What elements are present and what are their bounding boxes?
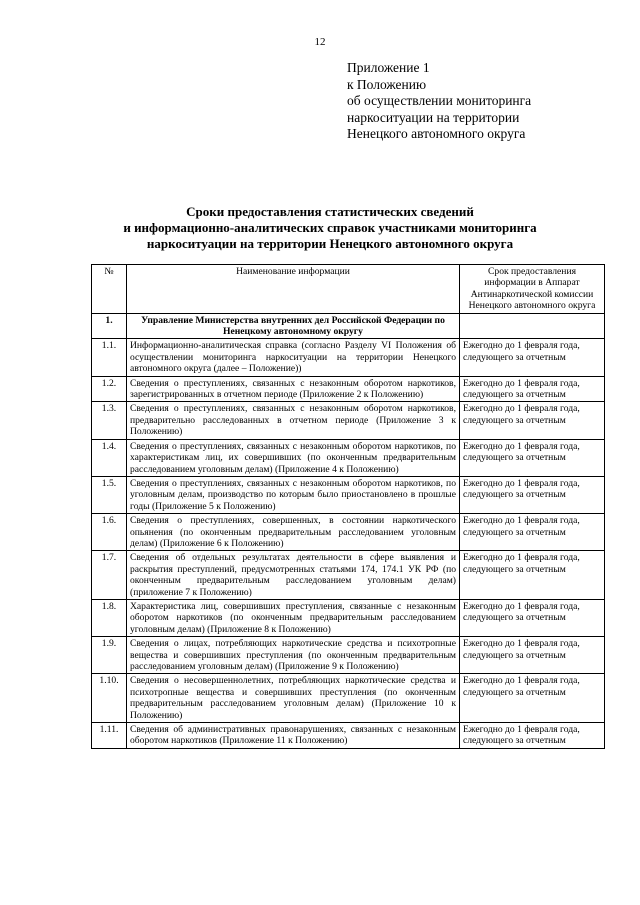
row-name: Сведения о преступлениях, связанных с незаконным оборотом наркотиков, предварительно расследованных в отчетном периоде (Приложение 3 к Положению): [127, 402, 460, 439]
row-deadline: Ежегодно до 1 февраля года, следующего за отчетным: [460, 723, 605, 749]
row-deadline: Ежегодно до 1 февраля года, следующего за отчетным: [460, 476, 605, 513]
table-row: [92, 674, 605, 723]
appendix-line: Приложение 1: [347, 60, 430, 75]
header-name: Наименование информации: [127, 265, 460, 314]
row-name: Информационно-аналитическая справка (согласно Разделу VI Положения об осуществлении мониторинга наркоситуации на территории Ненецкого автономного округа (далее – Положение)): [127, 339, 460, 376]
table-row: [92, 339, 605, 376]
row-deadline: Ежегодно до 1 февраля года, следующего за отчетным: [460, 551, 605, 600]
deadlines-table: [91, 264, 605, 749]
row-number: 1.10.: [92, 674, 127, 723]
appendix-line: к Положению: [347, 76, 427, 92]
title-line: наркоситуации на территории Ненецкого автономного округа: [146, 236, 514, 251]
row-number: 1.5.: [92, 476, 127, 513]
header-deadline: Срок предоставления информации в Аппарат Антинаркотической комиссии Ненецкого автономного округа: [460, 265, 605, 314]
table-row: [92, 723, 605, 749]
table-row: [92, 402, 605, 439]
row-deadline: Ежегодно до 1 февраля года, следующего за отчетным: [460, 599, 605, 636]
table-row: [92, 514, 605, 551]
table-row: [92, 476, 605, 513]
row-number: 1.6.: [92, 514, 127, 551]
row-name: Сведения об административных правонарушениях, связанных с незаконным оборотом наркотиков (Приложение 11 к Положению): [127, 723, 460, 749]
row-number: 1.2.: [92, 376, 127, 402]
table-header-row: [92, 265, 605, 314]
row-deadline: Ежегодно до 1 февраля года, следующего за отчетным: [460, 376, 605, 402]
row-number: 1.4.: [92, 439, 127, 476]
table-row: [92, 439, 605, 476]
appendix-line: наркоситуации на территории: [347, 109, 520, 125]
row-name: Сведения о преступлениях, связанных с незаконным оборотом наркотиков, по уголовным делам, производство по которым было приостановлено в прошлые годы (Приложение 5 к Положению): [127, 476, 460, 513]
row-number: 1.8.: [92, 599, 127, 636]
row-deadline: Ежегодно до 1 февраля года, следующего за отчетным: [460, 402, 605, 439]
section-deadline: [460, 313, 605, 339]
row-name: Сведения о несовершеннолетних, потребляющих наркотические средства и психотропные вещества и совершивших преступления (по оконченным предварительным расследованием уголовным делам) (Приложение 10 к Положению): [127, 674, 460, 723]
table-row: [92, 599, 605, 636]
appendix-reference: [347, 60, 531, 143]
table-row: [92, 551, 605, 600]
row-name: Сведения о преступлениях, связанных с незаконным оборотом наркотиков, зарегистрированных в отчетном периоде (Приложение 2 к Положению): [127, 376, 460, 402]
row-name: Сведения о лицах, потребляющих наркотические средства и психотропные вещества и совершивших преступления (по оконченным предварительным расследованием уголовным делам) (Приложение 9 к Положению): [127, 637, 460, 674]
section-row: [92, 313, 605, 339]
table-row: [92, 376, 605, 402]
appendix-line: Ненецкого автономного округа: [347, 126, 526, 141]
row-number: 1.7.: [92, 551, 127, 600]
row-number: 1.11.: [92, 723, 127, 749]
row-deadline: Ежегодно до 1 февраля года, следующего за отчетным: [460, 674, 605, 723]
row-number: 1.1.: [92, 339, 127, 376]
appendix-line: об осуществлении мониторинга: [347, 93, 532, 108]
row-deadline: Ежегодно до 1 февраля года, следующего за отчетным: [460, 339, 605, 376]
section-name: Управление Министерства внутренних дел Российской Федерации по Ненецкому автономному округу: [127, 313, 460, 339]
row-name: Сведения о преступлениях, связанных с незаконным оборотом наркотиков, по характеристикам лиц, их совершивших (по оконченным предварительным расследованием уголовным делам) (Приложение 4 к Положению): [127, 439, 460, 476]
header-number: №: [92, 265, 127, 314]
row-name: Характеристика лиц, совершивших преступления, связанные с незаконным оборотом наркотиков (по оконченным предварительным расследованием уголовным делам) (Приложение 8 к Положению): [127, 599, 460, 636]
title-line: и информационно-аналитических справок участниками мониторинга: [123, 220, 537, 235]
row-name: Сведения о преступлениях, совершенных, в состоянии наркотического опьянения (по оконченным предварительным расследованием уголовным делам) (Приложение 6 к Положению): [127, 514, 460, 551]
section-number: 1.: [92, 313, 127, 339]
title-line: Сроки предоставления статистических сведений: [186, 204, 474, 219]
document-title: [60, 204, 600, 252]
row-deadline: Ежегодно до 1 февраля года, следующего за отчетным: [460, 514, 605, 551]
page-number: 12: [314, 36, 326, 48]
row-number: 1.9.: [92, 637, 127, 674]
row-deadline: Ежегодно до 1 февраля года, следующего за отчетным: [460, 637, 605, 674]
row-name: Сведения об отдельных результатах деятельности в сфере выявления и раскрытия преступлений, предусмотренных статьями 174, 174.1 УК РФ (по оконченным предварительным расследованием уголовным делам) (приложение 7 к Положению): [127, 551, 460, 600]
row-number: 1.3.: [92, 402, 127, 439]
table-row: [92, 637, 605, 674]
row-deadline: Ежегодно до 1 февраля года, следующего за отчетным: [460, 439, 605, 476]
